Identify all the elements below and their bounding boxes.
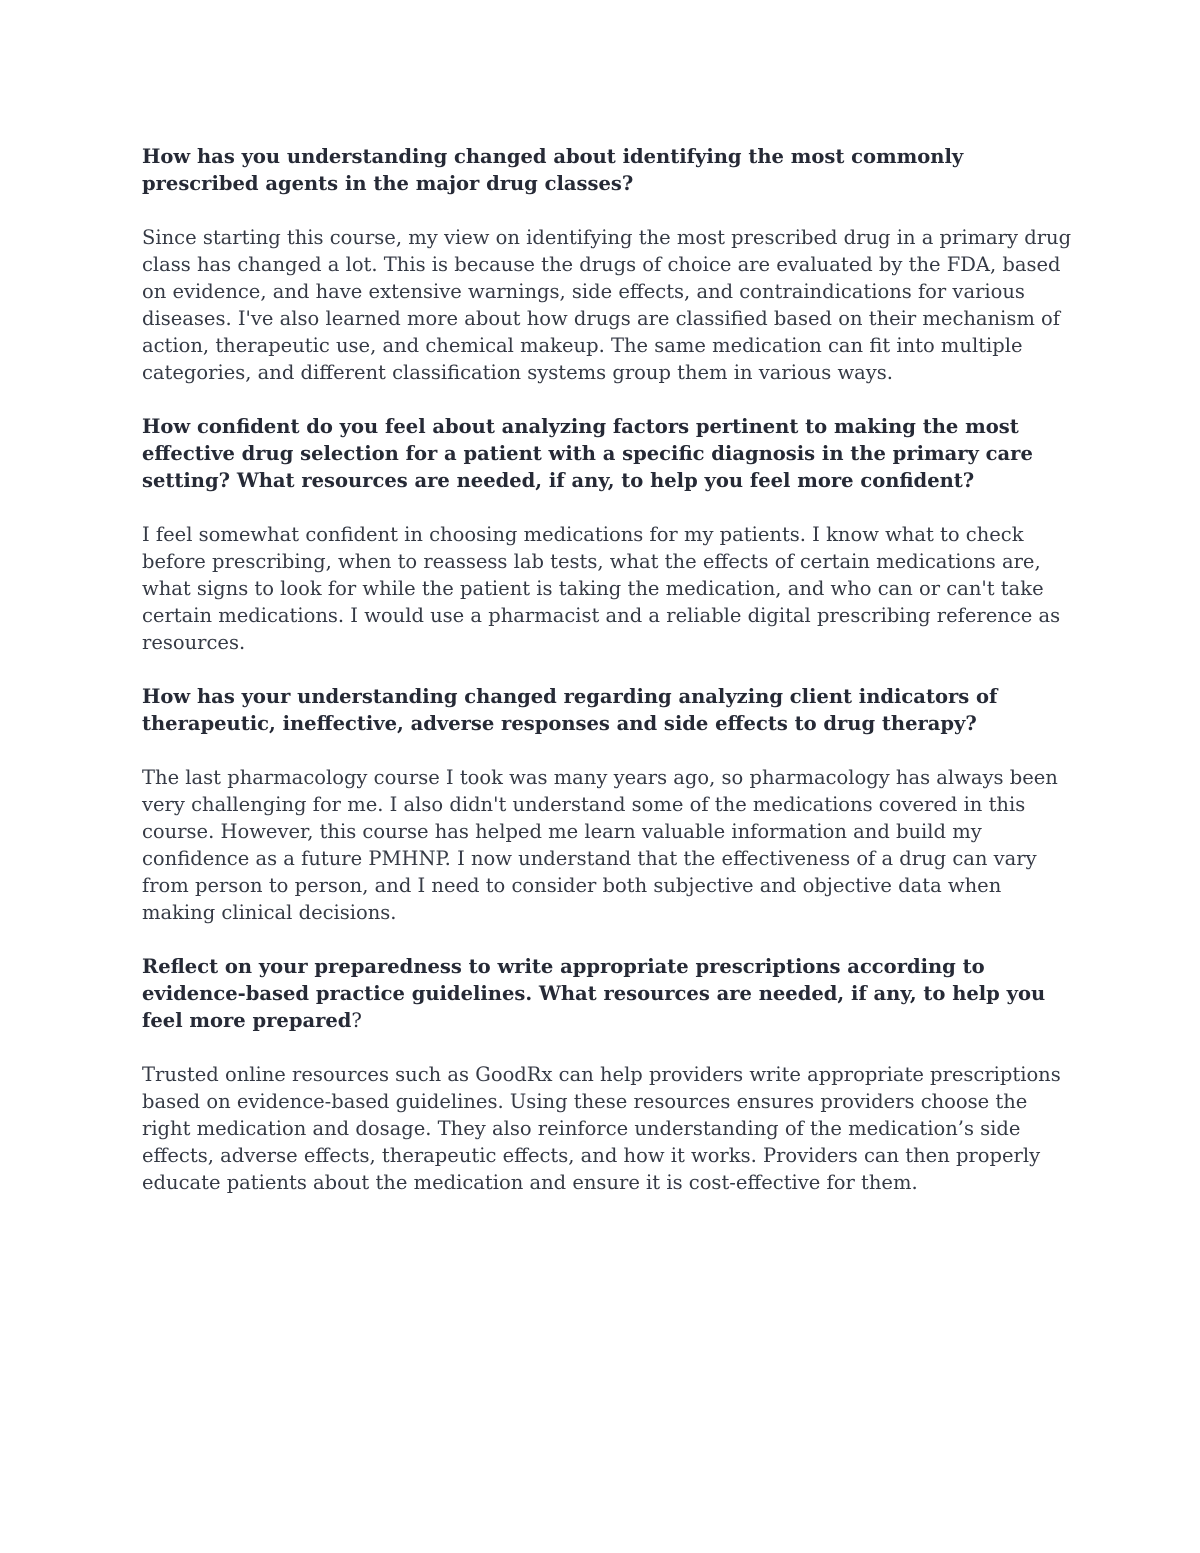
question-2: How confident do you feel about analyzing factors pertinent to making the most effective drug selection for a patient with a specific diagnosis in the primary care setting? What resources are needed, if any, to help you feel more confident? (142, 415, 1033, 492)
question-4 (142, 953, 1072, 1034)
question-4-text: Reflect on your preparedness to write appropriate prescriptions according to evidence-based practice guidelines. What resources are needed, if any, to help you feel more prepared (142, 955, 1046, 1032)
answer-3: The last pharmacology course I took was many years ago, so pharmacology has always been very challenging for me. I also didn't understand some of the medications covered in this course. However, this course has helped me learn valuable information and build my confidence as a future PMHNP. I now understand that the effectiveness of a drug can vary from person to person, and I need to consider both subjective and objective data when making clinical decisions. (142, 766, 1058, 924)
answer-4: Trusted online resources such as GoodRx can help providers write appropriate prescriptions based on evidence-based guidelines. Using these resources ensures providers choose the right medication and dosage. They also reinforce understanding of the medication’s side effects, adverse effects, therapeutic effects, and how it works. Providers can then properly educate patients about the medication and ensure it is cost-effective for them. (142, 1063, 1061, 1194)
answer-2: I feel somewhat confident in choosing medications for my patients. I know what to check before prescribing, when to reassess lab tests, what the effects of certain medications are, what signs to look for while the patient is taking the medication, and who can or can't take certain medications. I would use a pharmacist and a reliable digital prescribing reference as resources. (142, 523, 1061, 654)
question-3: How has your understanding changed regarding analyzing client indicators of therapeutic, ineffective, adverse responses and side effects to drug therapy? (142, 685, 998, 735)
question-4-mark: ? (351, 1009, 362, 1032)
answer-1: Since starting this course, my view on identifying the most prescribed drug in a primary drug class has changed a lot. This is because the drugs of choice are evaluated by the FDA, based on evidence, and have extensive warnings, side effects, and contraindications for various diseases. I've also learned more about how drugs are classified based on their mechanism of action, therapeutic use, and chemical makeup. The same medication can fit into multiple categories, and different classification systems group them in various ways. (142, 226, 1072, 384)
document-body (142, 143, 1072, 1223)
question-1: How has you understanding changed about identifying the most commonly prescribed agents in the major drug classes? (142, 145, 964, 195)
